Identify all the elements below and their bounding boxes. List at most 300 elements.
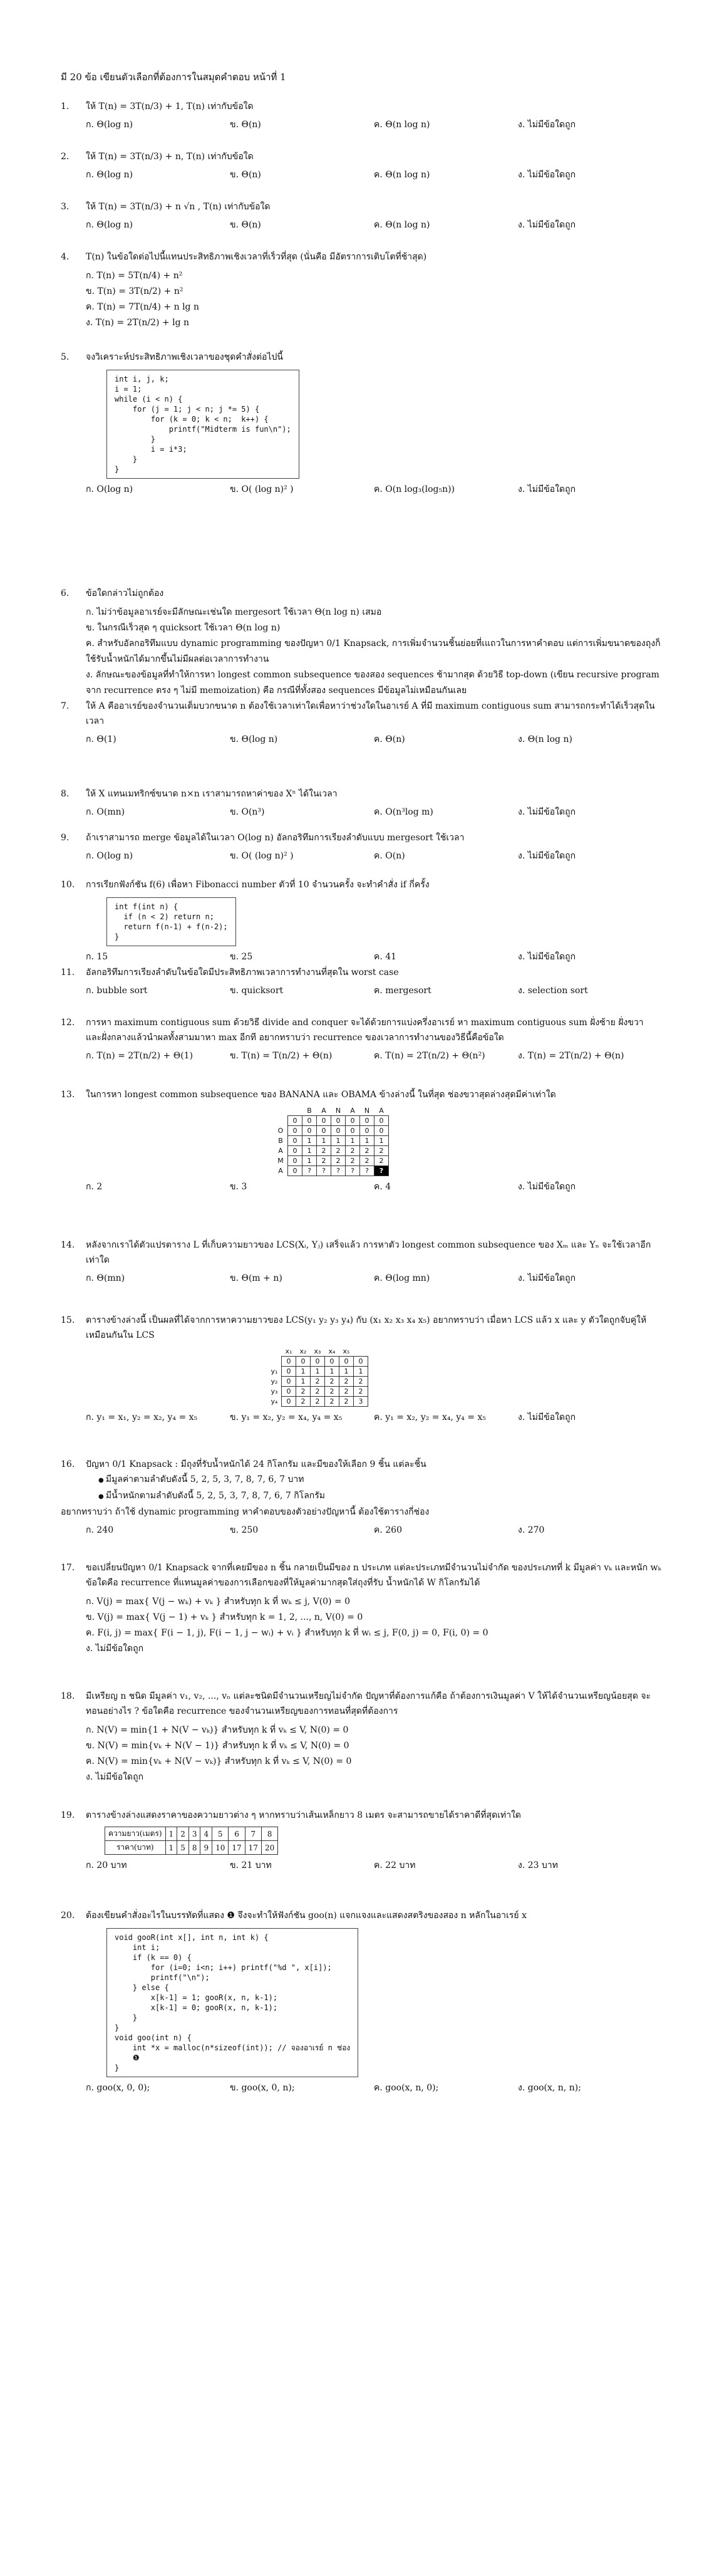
question-number: 6. — [61, 588, 70, 598]
question-header — [61, 99, 662, 114]
question-header — [61, 1313, 662, 1343]
lcs-table — [274, 1106, 389, 1176]
grid-row — [274, 1146, 389, 1156]
option-list — [86, 268, 662, 331]
grid-header-cell: x₃ — [314, 1347, 321, 1355]
option: ค. Θ(n log n) — [374, 220, 430, 230]
grid-header-row — [267, 1347, 368, 1357]
option: ง. ไม่มีข้อใดถูก — [518, 851, 576, 861]
grid-header-cell — [288, 1106, 302, 1116]
question-2 — [61, 149, 662, 182]
option: ข. Θ(n) — [230, 170, 261, 180]
grid-cell: 2 — [360, 1146, 374, 1156]
grid-cell: 0 — [288, 1116, 302, 1126]
code-block: int i, j, k; i = 1; while (i < n) { for (j = 1; j < n; j *= 5) { for (k = 0; k < n; k++) { printf("Midterm is fun\n"); } i = i*3; } } — [106, 370, 299, 479]
option: ง. ไม่มีข้อใดถูก — [86, 1772, 144, 1782]
grid-row — [267, 1377, 368, 1387]
question-number: 14. — [61, 1240, 75, 1250]
option: ก. 15 — [86, 952, 108, 962]
option-list — [86, 605, 662, 699]
option: ข. goo(x, 0, n); — [230, 2083, 295, 2093]
option: ค. 22 บาท — [374, 1860, 416, 1870]
option: ข. T(n) = 3T(n/2) + n² — [86, 286, 183, 296]
option-row — [86, 482, 662, 496]
question-number: 18. — [61, 1691, 75, 1701]
option: ง. T(n) = 2T(n/2) + Θ(n) — [518, 1051, 624, 1061]
grid-cell — [274, 1116, 288, 1126]
price-cell: 20 — [261, 1841, 277, 1855]
question-header — [61, 249, 662, 264]
question-number: 17. — [61, 1563, 75, 1573]
option: ข. 3 — [230, 1182, 247, 1192]
option: ก. O(log n) — [86, 851, 133, 861]
question-header — [61, 786, 662, 801]
option: ก. T(n) = 2T(n/2) + Θ(1) — [86, 1051, 194, 1061]
option: ก. N(V) = min{1 + N(V − vₖ)} สำหรับทุก k ที่ vₖ ≤ V, N(0) = 0 — [86, 1725, 349, 1735]
option-row — [86, 118, 662, 132]
bullet-item: ● มีมูลค่าตามลำดับดังนี้ 5, 2, 5, 3, 7, 8, 7, 6, 7 บาท — [98, 1472, 662, 1488]
question-number: 7. — [61, 701, 70, 711]
question-number: 4. — [61, 252, 70, 262]
option: ง. ไม่มีข้อใดถูก — [86, 1644, 144, 1654]
question-text: ปัญหา 0/1 Knapsack : มีถุงที่รับน้ำหนักได้ 24 กิโลกรัม และมีของให้เลือก 9 ชิ้น แต่ละชิ้น — [86, 1459, 426, 1469]
option: ค. สำหรับอัลกอริทึมแบบ dynamic programming ของปัญหา 0/1 Knapsack, การเพิ่มจำนวนชิ้นย่อยที่เแถวในการหาคำตอบ แต่การเพิ่มขนาดของถุงก็ใช้รับน้ำหนักได้มากขึ้นไม่มีผลต่อเวลาการทำงาน — [86, 639, 661, 664]
option: ก. ไม่ว่าข้อมูลอาเรย์จะมีลักษณะเช่นใด mergesort ใช้เวลา Θ(n log n) เสมอ — [86, 607, 382, 617]
question-header — [61, 877, 662, 892]
grid-header-row — [274, 1106, 389, 1116]
question-19 — [61, 1808, 662, 1872]
grid-row — [274, 1116, 389, 1126]
grid-cell: 3 — [354, 1397, 368, 1407]
option: ข. T(n) = T(n/2) + Θ(n) — [230, 1051, 333, 1061]
grid-cell: 2 — [354, 1377, 368, 1387]
option: ค. y₁ = x₂, y₂ = x₄, y₄ = x₅ — [374, 1412, 487, 1422]
question-text: ให้ X แทนเมทริกซ์ขนาด n×n เราสามารถหาค่าของ Xⁿ ได้ในเวลา — [86, 789, 338, 799]
question-text: ต้องเขียนคำสั่งอะไรในบรรทัดที่แสดง ❶ จึงจะทำให้ฟังก์ชัน goo(n) แจกแจงและแสดงสตริงของสอง n หลักในอาเรย์ x — [86, 1911, 527, 1921]
question-number: 2. — [61, 152, 70, 162]
question-18 — [61, 1689, 662, 1785]
grid-row — [274, 1156, 389, 1166]
question-text: ตารางข้างล่างแสดงราคาของความยาวต่าง ๆ หากทราบว่าเส้นเหล็กยาว 8 เมตร จะสามารถขายได้ราคาดีที่สุดเท่าใด — [86, 1810, 521, 1820]
option: ค. F(i, j) = max{ F(i − 1, j), F(i − 1, j − wᵢ) + vᵢ } สำหรับทุก k ที่ wᵢ ≤ j, F(0, j) = 0, F(i, 0) = 0 — [86, 1628, 488, 1638]
question-number: 3. — [61, 202, 70, 212]
question-10 — [61, 877, 662, 964]
grid-cell: 0 — [282, 1387, 296, 1397]
option-row — [86, 218, 662, 232]
question-11 — [61, 965, 662, 998]
grid-cell: 0 — [302, 1116, 317, 1126]
question-number: 20. — [61, 1911, 75, 1921]
option: ง. T(n) = 2T(n/2) + lg n — [86, 318, 189, 328]
price-cell: 17 — [245, 1841, 261, 1855]
grid-header-cell: A — [350, 1107, 355, 1115]
option-row — [86, 168, 662, 182]
price-cell: 1 — [165, 1827, 177, 1841]
grid-cell: ? — [317, 1166, 331, 1176]
question-header — [61, 199, 662, 214]
price-cell: 5 — [212, 1827, 229, 1841]
question-text: หลังจากเราได้ตัวแปรตาราง L ที่เก็บความยาวของ LCS(Xᵢ, Yⱼ) เสร็จแล้ว การหาตัว longest common subsequence ของ Xₘ และ Yₙ จะใช้เวลาอีกเท่าใด — [86, 1240, 651, 1265]
question-header — [61, 1689, 662, 1719]
option: ข. quicksort — [230, 986, 284, 996]
option: ข. O( (log n)² ) — [230, 484, 294, 494]
grid-header-cell: A — [321, 1107, 326, 1115]
grid-cell: O — [277, 1127, 284, 1135]
grid-cell: 2 — [374, 1146, 389, 1156]
lcs-table-wrap — [274, 1106, 662, 1176]
grid-cell — [267, 1357, 282, 1367]
question-text: ตารางข้างล่างนี้ เป็นผลที่ได้จากการหาความยาวของ LCS(y₁ y₂ y₃ y₄) กับ (x₁ x₂ x₃ x₄ x₅) อยากทราบว่า เมื่อหา LCS แล้ว x และ y ตัวใดถูกจับคู่ให้เหมือนกันใน LCS — [86, 1315, 647, 1340]
grid-header-cell: x₄ — [328, 1347, 336, 1355]
grid-cell: 1 — [302, 1136, 317, 1146]
grid-row — [267, 1367, 368, 1377]
option: ง. ไม่มีข้อใดถูก — [518, 120, 576, 130]
grid-cell: 2 — [339, 1377, 354, 1387]
grid-cell: ? — [346, 1166, 360, 1176]
grid-row — [274, 1136, 389, 1146]
grid-row — [267, 1397, 368, 1407]
option: ค. Θ(n log n) — [374, 170, 430, 180]
option: ก. y₁ = x₁, y₂ = x₂, y₄ = x₅ — [86, 1412, 198, 1422]
question-5 — [61, 350, 662, 496]
question-14 — [61, 1238, 662, 1285]
grid-cell: 2 — [325, 1377, 339, 1387]
page-header: มี 20 ข้อ เขียนตัวเลือกที่ต้องการในสมุดคำตอบ หน้าที่ 1 — [61, 71, 286, 83]
option: ก. goo(x, 0, 0); — [86, 2083, 150, 2093]
option: ก. Θ(log n) — [86, 220, 133, 230]
grid-cell: 1 — [317, 1136, 331, 1146]
question-header — [61, 149, 662, 164]
grid-header-cell: B — [307, 1107, 312, 1115]
grid-cell: 2 — [331, 1156, 346, 1166]
lcs-table-wrap — [267, 1347, 662, 1407]
question-header — [61, 1087, 662, 1102]
option: ค. O(n log₃(log₅n)) — [374, 484, 455, 494]
question-text: ให้ T(n) = 3T(n/3) + 1, T(n) เท่ากับข้อใด — [86, 102, 254, 112]
price-row — [105, 1841, 278, 1855]
bullet-list — [98, 1472, 662, 1504]
option: ง. ไม่มีข้อใดถูก — [518, 170, 576, 180]
grid-cell: 0 — [282, 1357, 296, 1367]
option: ข. Θ(n) — [230, 120, 261, 130]
grid-cell: 1 — [374, 1136, 389, 1146]
grid-cell: 0 — [360, 1126, 374, 1136]
option: ข. V(j) = max{ V(j − 1) + vₖ } สำหรับทุก k = 1, 2, ..., n, V(0) = 0 — [86, 1612, 363, 1622]
grid-cell: 0 — [325, 1357, 339, 1367]
grid-cell: 0 — [302, 1126, 317, 1136]
question-15 — [61, 1313, 662, 1424]
price-table — [105, 1827, 278, 1855]
option: ค. mergesort — [374, 986, 431, 996]
question-text: ในการหา longest common subsequence ของ BANANA และ OBAMA ข้างล่างนี้ ในที่สุด ช่องขวาสุดล่างสุดมีค่าเท่าใด — [86, 1090, 556, 1100]
grid-cell: 0 — [346, 1116, 360, 1126]
grid-header-cell: A — [379, 1107, 384, 1115]
grid-cell: 2 — [339, 1387, 354, 1397]
question-text: การเรียกฟังก์ชัน f(6) เพื่อหา Fibonacci number ตัวที่ 10 จำนวนครั้ง จะทำคำสั่ง if กี่ครั้ง — [86, 880, 430, 890]
question-text: ให้ T(n) = 3T(n/3) + n, T(n) เท่ากับข้อใด — [86, 152, 254, 162]
question-header — [61, 699, 662, 729]
option-row — [86, 849, 662, 863]
question-number: 19. — [61, 1810, 75, 1820]
question-header — [61, 1808, 662, 1823]
price-cell: 10 — [212, 1841, 229, 1855]
price-cell: 8 — [261, 1827, 277, 1841]
question-20 — [61, 1908, 662, 2095]
option-row — [86, 1523, 662, 1537]
code-block: int f(int n) { if (n < 2) return n; return f(n-1) + f(n-2); } — [106, 897, 236, 946]
option: ข. Θ(log n) — [230, 734, 278, 744]
grid-cell: 1 — [311, 1367, 325, 1377]
option: ข. O(n³) — [230, 807, 265, 817]
option: ข. y₁ = x₂, y₂ = x₄, y₄ = x₅ — [230, 1412, 343, 1422]
option: ก. O(log n) — [86, 484, 133, 494]
grid-cell: 0 — [282, 1397, 296, 1407]
option: ง. 23 บาท — [518, 1860, 558, 1870]
option: ค. Θ(n log n) — [374, 120, 430, 130]
question-text: ขอเปลี่ยนปัญหา 0/1 Knapsack จากที่เคยมีของ n ชิ้น กลายเป็นมีของ n ประเภท แต่ละประเภทมีจำนวนไม่จำกัด ของประเภทที่ k มีมูลค่า vₖ และหนัก wₖ ข้อใดคือ recurrence ที่แทนมูลค่าของการเลือกของที่ให้มูลค่ามากสุดใส่ถุงที่รับ น้ำหนักได้ W กิโลกรัมได้ — [86, 1563, 661, 1588]
question-header — [61, 586, 662, 601]
option: ง. ไม่มีข้อใดถูก — [518, 952, 576, 962]
grid-cell: 0 — [374, 1126, 389, 1136]
grid-cell: 0 — [354, 1357, 368, 1367]
option: ง. ไม่มีข้อใดถูก — [518, 1412, 576, 1422]
option: ค. 41 — [374, 952, 397, 962]
option: ง. 270 — [518, 1525, 545, 1535]
question-text: ถ้าเราสามารถ merge ข้อมูลได้ในเวลา O(log n) อัลกอริทึมการเรียงลำดับแบบ mergesort ใช้เวลา — [86, 833, 465, 843]
grid-cell: 2 — [346, 1156, 360, 1166]
option: ค. N(V) = min{vₖ + N(V − vₖ)} สำหรับทุก k ที่ vₖ ≤ V, N(0) = 0 — [86, 1756, 352, 1766]
grid-cell: 1 — [325, 1367, 339, 1377]
option: ก. 240 — [86, 1525, 114, 1535]
grid-cell: 0 — [331, 1126, 346, 1136]
option: ง. ไม่มีข้อใดถูก — [518, 1273, 576, 1283]
question-6 — [61, 586, 662, 699]
grid-cell: 2 — [374, 1156, 389, 1166]
option: ค. Θ(log mn) — [374, 1273, 430, 1283]
option: ง. Θ(n log n) — [518, 734, 572, 744]
grid-cell: 2 — [296, 1387, 311, 1397]
option: ค. T(n) = 2T(n/2) + Θ(n²) — [374, 1051, 485, 1061]
option-row — [86, 950, 662, 964]
option: ก. V(j) = max{ V(j − wₖ) + vₖ } สำหรับทุก k ที่ wₖ ≤ j, V(0) = 0 — [86, 1597, 351, 1607]
code-block: void gooR(int x[], int n, int k) { int i; if (k == 0) { for (i=0; i<n; i++) printf("%d ", x[i]); printf("\n"); } else { x[k-1] = 1; gooR(x, n, k-1); x[k-1] = 0; gooR(x, n, k-1); } } void goo(int n) { int *x = malloc(n*sizeof(int)); // จองอาเรย์ n ช่อง ❶ } — [106, 1928, 358, 2077]
grid-cell: 2 — [346, 1146, 360, 1156]
bullet-item: ● มีน้ำหนักตามลำดับดังนี้ 5, 2, 5, 3, 7, 8, 7, 6, 7 กิโลกรัม — [98, 1488, 662, 1504]
price-cell: 8 — [188, 1841, 200, 1855]
grid-row — [274, 1166, 389, 1176]
grid-cell: ? — [302, 1166, 317, 1176]
option-row — [86, 2081, 662, 2095]
option-row — [86, 805, 662, 819]
grid-cell: 0 — [288, 1146, 302, 1156]
option: ก. 2 — [86, 1182, 103, 1192]
question-7 — [61, 699, 662, 746]
question-header — [61, 350, 662, 365]
grid-cell: 0 — [282, 1377, 296, 1387]
option: ก. 20 บาท — [86, 1860, 127, 1870]
grid-cell: 2 — [311, 1377, 325, 1387]
price-cell: 4 — [200, 1827, 212, 1841]
question-header — [61, 965, 662, 980]
grid-cell: y₄ — [271, 1397, 278, 1405]
option: ค. Θ(n) — [374, 734, 405, 744]
grid-row — [267, 1357, 368, 1367]
option: ข. 250 — [230, 1525, 259, 1535]
grid-cell: 1 — [331, 1136, 346, 1146]
option: ง. ไม่มีข้อใดถูก — [518, 807, 576, 817]
question-12 — [61, 1015, 662, 1063]
question-number: 8. — [61, 789, 70, 799]
grid-cell: 0 — [288, 1156, 302, 1166]
price-cell: 2 — [177, 1827, 189, 1841]
option-row — [86, 984, 662, 998]
grid-header-cell: x₁ — [285, 1347, 292, 1355]
grid-cell: 2 — [296, 1397, 311, 1407]
grid-cell: y₁ — [271, 1367, 278, 1375]
question-number: 9. — [61, 833, 70, 843]
option: ง. selection sort — [518, 986, 588, 996]
grid-cell: 2 — [325, 1387, 339, 1397]
question-13 — [61, 1087, 662, 1194]
question-text: อัลกอริทึมการเรียงลำดับในข้อใดมีประสิทธิภาพเวลาการทำงานที่สุดใน worst case — [86, 967, 399, 978]
grid-cell: 0 — [317, 1126, 331, 1136]
grid-header-cell — [274, 1106, 288, 1116]
grid-cell: A — [278, 1147, 283, 1155]
grid-cell: 0 — [282, 1367, 296, 1377]
grid-cell: 1 — [360, 1136, 374, 1146]
grid-cell: 1 — [339, 1367, 354, 1377]
option: ข. Θ(n) — [230, 220, 261, 230]
question-header — [61, 1238, 662, 1268]
option: ค. goo(x, n, 0); — [374, 2083, 439, 2093]
option: ข. Θ(m + n) — [230, 1273, 282, 1283]
price-cell: 17 — [229, 1841, 245, 1855]
grid-cell: 0 — [296, 1357, 311, 1367]
grid-cell: 2 — [311, 1397, 325, 1407]
question-text: ให้ T(n) = 3T(n/3) + n √n , T(n) เท่ากับข้อใด — [86, 202, 271, 212]
grid-cell: ? — [331, 1166, 346, 1176]
grid-row — [274, 1126, 389, 1136]
option: ก. T(n) = 5T(n/4) + n² — [86, 271, 183, 281]
option: ก. Θ(log n) — [86, 170, 133, 180]
grid-cell: 0 — [288, 1126, 302, 1136]
option: ค. 260 — [374, 1525, 402, 1535]
question-text: การหา maximum contiguous sum ด้วยวิธี divide and conquer จะได้ด้วยการแบ่งครึ่งอาเรย์ หา maximum contiguous sum ฝั่งซ้าย ฝั่งขวา และฝั่งกลางแล้วนำผลทั้งสามมาหา max อีกที อยากทราบว่า recurrence ของเวลาการทำงานของวิธีนี้คือข้อใด — [86, 1018, 644, 1043]
grid-cell: 0 — [288, 1136, 302, 1146]
grid-header-cell — [267, 1347, 282, 1357]
question-3 — [61, 199, 662, 232]
question-header — [61, 1457, 662, 1472]
grid-cell: B — [278, 1137, 283, 1145]
grid-cell: 1 — [296, 1367, 311, 1377]
option-row — [86, 733, 662, 746]
option: ข. ในกรณีเร็วสุด ๆ quicksort ใช้เวลา Θ(n log n) — [86, 623, 281, 633]
question-header — [61, 1908, 662, 1923]
option-row — [86, 1271, 662, 1285]
grid-cell: 0 — [311, 1357, 325, 1367]
option: ก. O(mn) — [86, 807, 125, 817]
question-number: 12. — [61, 1018, 75, 1028]
lcs-table — [267, 1347, 368, 1407]
grid-header-cell: N — [364, 1107, 370, 1115]
grid-cell: 2 — [331, 1146, 346, 1156]
question-header — [61, 1015, 662, 1045]
option-row — [86, 1049, 662, 1063]
grid-header-cell: x₅ — [343, 1347, 350, 1355]
grid-cell: 2 — [360, 1156, 374, 1166]
price-cell: 1 — [165, 1841, 177, 1855]
grid-cell: A — [278, 1167, 283, 1175]
grid-cell: 2 — [339, 1397, 354, 1407]
option: ข. N(V) = min{vₖ + N(V − 1)} สำหรับทุก k ที่ vₖ ≤ V, N(0) = 0 — [86, 1741, 349, 1751]
option-row — [86, 1859, 662, 1872]
question-text: มีเหรียญ n ชนิด มีมูลค่า v₁, v₂, ..., vₙ แต่ละชนิดมีจำนวนเหรียญไม่จำกัด ปัญหาที่ต้องการแก้คือ ถ้าต้องการเงินมูลค่า V ให้ได้จำนวนเหรียญน้อยสุด จะทอนอย่างไร ? ข้อใดคือ recurrence ของจำนวนเหรียญของการทอนที่สุดที่ต้องการ — [86, 1691, 651, 1716]
grid-cell: 0 — [288, 1166, 302, 1176]
price-cell: 7 — [245, 1827, 261, 1841]
price-cell: 3 — [188, 1827, 200, 1841]
price-cell: 6 — [229, 1827, 245, 1841]
grid-cell: ? — [374, 1166, 389, 1176]
grid-cell: 1 — [302, 1156, 317, 1166]
option: ค. O(n³log m) — [374, 807, 433, 817]
grid-cell: M — [277, 1157, 284, 1165]
question-header — [61, 830, 662, 845]
question-number: 13. — [61, 1090, 75, 1100]
option-row — [86, 1411, 662, 1424]
question-header — [61, 1560, 662, 1590]
option: ง. ไม่มีข้อใดถูก — [518, 484, 576, 494]
question-text: ให้ A คืออาเรย์ของจำนวนเต็มบวกขนาด n ต้องใช้เวลาเท่าใดเพื่อหาว่าช่วงใดในอาเรย์ A ที่มี maximum contiguous sum สามารถกระทำได้เร็วสุดในเวลา — [86, 701, 655, 726]
grid-cell: y₃ — [271, 1387, 278, 1395]
grid-header-cell: N — [335, 1107, 341, 1115]
option: ค. T(n) = 7T(n/4) + n lg n — [86, 302, 199, 312]
question-17 — [61, 1560, 662, 1657]
option: ง. ไม่มีข้อใดถูก — [518, 220, 576, 230]
option: ง. goo(x, n, n); — [518, 2083, 581, 2093]
option: ง. ไม่มีข้อใดถูก — [518, 1182, 576, 1192]
grid-cell: 2 — [317, 1146, 331, 1156]
grid-cell: 0 — [331, 1116, 346, 1126]
grid-cell: 1 — [302, 1146, 317, 1156]
option: ข. 21 บาท — [230, 1860, 272, 1870]
option: ก. Θ(mn) — [86, 1273, 125, 1283]
price-cell: ราคา(บาท) — [105, 1841, 166, 1855]
price-row — [105, 1827, 278, 1841]
grid-cell: y₂ — [271, 1377, 278, 1385]
grid-cell: 1 — [354, 1367, 368, 1377]
option: ข. O( (log n)² ) — [230, 851, 294, 861]
grid-cell: 0 — [360, 1116, 374, 1126]
option: ง. ลักษณะของข้อมูลที่ทำให้การหา longest common subsequence ของสอง sequences ช้ามากสุด ด้วยวิธี top-down (เขียน recursive program จาก recurrence ตรง ๆ ไม่มี memoization) คือ กรณีที่ทั้งสอง sequences มีข้อมูลไม่เหมือนกันเลย — [86, 670, 659, 696]
question-number: 1. — [61, 102, 70, 112]
option: ค. 4 — [374, 1182, 391, 1192]
grid-cell: 2 — [325, 1397, 339, 1407]
question-4 — [61, 249, 662, 331]
question-followup: อยากทราบว่า ถ้าใช้ dynamic programming หาคำตอบของตัวอย่างปัญหานี้ ต้องใช้ตารางกี่ช่อง — [61, 1507, 430, 1517]
question-16 — [61, 1457, 662, 1537]
option: ค. O(n) — [374, 851, 405, 861]
grid-cell: 0 — [374, 1116, 389, 1126]
option: ก. Θ(1) — [86, 734, 116, 744]
option: ข. 25 — [230, 952, 253, 962]
price-table-wrap — [105, 1827, 662, 1855]
grid-cell: 2 — [354, 1387, 368, 1397]
question-text: จงวิเคราะห์ประสิทธิภาพเชิงเวลาของชุดคำสั่งต่อไปนี้ — [86, 352, 283, 362]
grid-cell: 2 — [311, 1387, 325, 1397]
question-number: 16. — [61, 1459, 75, 1469]
question-8 — [61, 786, 662, 819]
option-list — [86, 1594, 662, 1657]
